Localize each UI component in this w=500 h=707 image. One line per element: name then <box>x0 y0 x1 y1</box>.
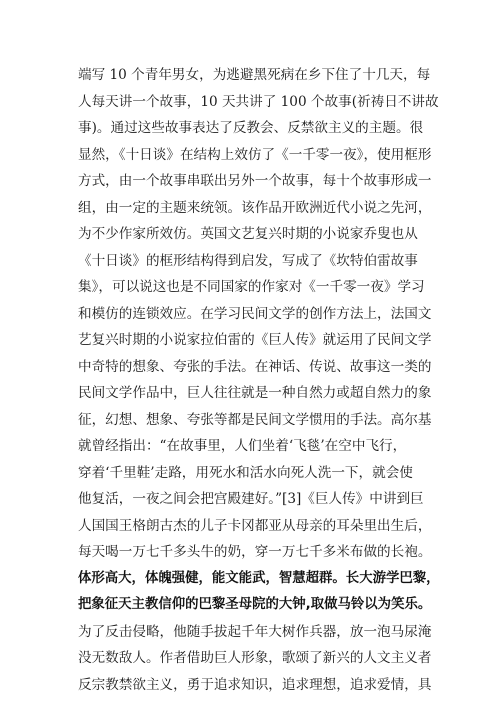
text-line: 组，由一定的主题来统领。该作品开欧洲近代小说之先河， <box>78 199 432 216</box>
text-line: 为不少作家所效仿。英国文艺复兴时期的小说家乔叟也从 <box>78 226 418 242</box>
body-text <box>78 62 438 698</box>
text-line: 《十日谈》的框形结构得到启发，写成了《坎特伯雷故事 <box>78 252 418 269</box>
text-line: 方式，由一个故事串联出另外一个故事，每十个故事形成一 <box>78 173 432 189</box>
text-line: 集》，可以说这也是不同国家的作家对《一千零一夜》学习 <box>78 279 425 295</box>
text-line: 中奇特的想象、夸张的手法。在神话、传说、故事这一类的 <box>78 358 432 375</box>
text-line: 显然，《十日谈》在结构上效仿了《一千零一夜》，使用框形 <box>78 146 432 163</box>
text-line: 穿着‘千里鞋’走路，用死水和活水向死人洗一下，就会使 <box>78 464 413 481</box>
text-line: 他复活，一夜之间会把宫殿建好。”[3]《巨人传》中讲到巨 <box>78 491 424 507</box>
text-line: 为了反击侵略，他随手拔起千年大树作兵器，放一泡马尿淹 <box>78 623 432 640</box>
text-line: 人每天讲一个故事，10 天共讲了 100 个故事(祈祷日不讲故 <box>78 93 439 110</box>
text-line: 端写 10 个青年男女，为逃避黑死病在乡下住了十几天，每 <box>78 67 431 83</box>
text-line: 民间文学作品中，巨人往往就是一种自然力或超自然力的象 <box>78 385 432 401</box>
text-line: 事)。通过这些故事表达了反教会、反禁欲主义的主题。很 <box>78 120 424 136</box>
text-line: 艺复兴时期的小说家拉伯雷的《巨人传》就运用了民间文学 <box>78 332 432 348</box>
text-line: 就曾经指出：“在故事里，人们坐着‘飞毯’在空中飞行， <box>78 438 407 454</box>
text-line: 每天喝一万七千多头牛的奶，穿一万七千多米布做的长袍。 <box>78 544 432 560</box>
text-line: 把象征天主教信仰的巴黎圣母院的大钟,取做马铃以为笑乐。 <box>78 597 432 612</box>
text-line: 体形高大，体魄强健，能文能武，智慧超群。长大游学巴黎， <box>78 570 440 586</box>
text-line: 和模仿的连锁效应。在学习民间文学的创作方法上，法国文 <box>78 305 432 322</box>
text-line: 征，幻想、想象、夸张等都是民间文学惯用的手法。高尔基 <box>78 411 432 428</box>
text-line: 没无数敌人。作者借助巨人形象，歌颂了新兴的人文主义者 <box>78 650 432 666</box>
text-line: 人国国王格朗古杰的儿子卡冈都亚从母亲的耳朵里出生后， <box>78 517 432 534</box>
text-line: 反宗教禁欲主义，勇于追求知识，追求理想，追求爱情，具 <box>78 676 432 693</box>
